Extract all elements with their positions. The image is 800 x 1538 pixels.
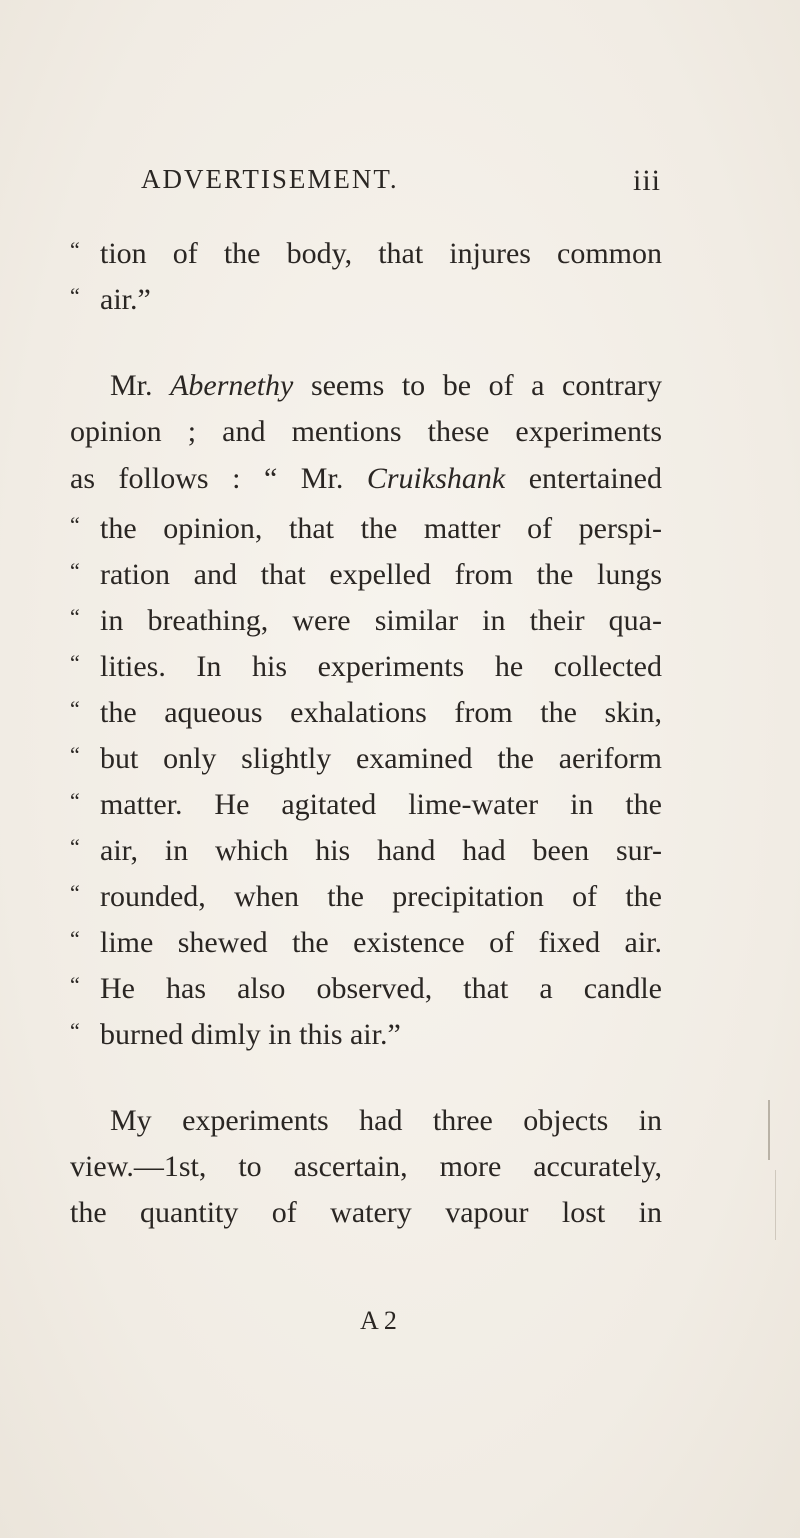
text-line: “ in breathing, were similar in their qua- bbox=[70, 597, 662, 637]
quote-mark: “ bbox=[70, 880, 80, 905]
text-line: “ air, in which his hand had been sur- bbox=[70, 827, 662, 867]
paragraph-start-line: Mr. Abernethy seems to be of a contrary bbox=[110, 369, 663, 402]
quote-mark: “ bbox=[70, 696, 80, 721]
name-cruikshank: Cruikshank bbox=[366, 462, 506, 495]
text-line: “ burned dimly in this air.” bbox=[70, 1011, 401, 1051]
text-line: “ He has also observed, that a candle bbox=[70, 965, 662, 1005]
quote-mark: “ bbox=[70, 926, 80, 951]
text-line: “ ration and that expelled from the lungs bbox=[70, 551, 662, 591]
text-line: “ air.” bbox=[70, 276, 151, 316]
text-line: the quantity of watery vapour lost in bbox=[70, 1196, 662, 1229]
page-number: iii bbox=[632, 164, 661, 197]
quote-mark: “ bbox=[70, 1018, 80, 1043]
page-header bbox=[141, 164, 661, 204]
signature-mark: A 2 bbox=[360, 1306, 397, 1335]
text-line: “ tion of the body, that injures common bbox=[70, 230, 662, 270]
quote-mark: “ bbox=[70, 788, 80, 813]
text-line: “ but only slightly examined the aeriform bbox=[70, 735, 662, 775]
paragraph-start-line: My experiments had three objects in bbox=[110, 1104, 662, 1137]
page-edge-mark bbox=[768, 1100, 770, 1160]
quote-mark: “ bbox=[70, 237, 80, 262]
quote-mark: “ bbox=[70, 604, 80, 629]
quote-mark: “ bbox=[70, 283, 80, 308]
text-line: “ matter. He agitated lime-water in the bbox=[70, 781, 662, 821]
quote-mark: “ bbox=[70, 650, 80, 675]
running-head: ADVERTISEMENT. bbox=[141, 164, 399, 194]
text-line: opinion ; and mentions these experiments bbox=[70, 415, 662, 448]
text-line: view.—1st, to ascertain, more accurately, bbox=[70, 1150, 662, 1183]
page-edge-mark bbox=[775, 1170, 776, 1240]
text-line: “ lities. In his experiments he collected bbox=[70, 643, 662, 683]
name-abernethy: Abernethy bbox=[170, 369, 294, 402]
quote-mark: “ bbox=[70, 742, 80, 767]
quote-mark: “ bbox=[70, 834, 80, 859]
quote-mark: “ bbox=[70, 972, 80, 997]
text-line: “ the aqueous exhalations from the skin, bbox=[70, 689, 662, 729]
quote-mark: “ bbox=[70, 512, 80, 537]
quote-mark: “ bbox=[70, 558, 80, 583]
text-line: “ lime shewed the existence of fixed air. bbox=[70, 919, 662, 959]
text-line: as follows : “ Mr. Cruikshank entertained bbox=[70, 462, 662, 495]
text-line: “ rounded, when the precipitation of the bbox=[70, 873, 662, 913]
text-line: “ the opinion, that the matter of perspi- bbox=[70, 505, 662, 545]
